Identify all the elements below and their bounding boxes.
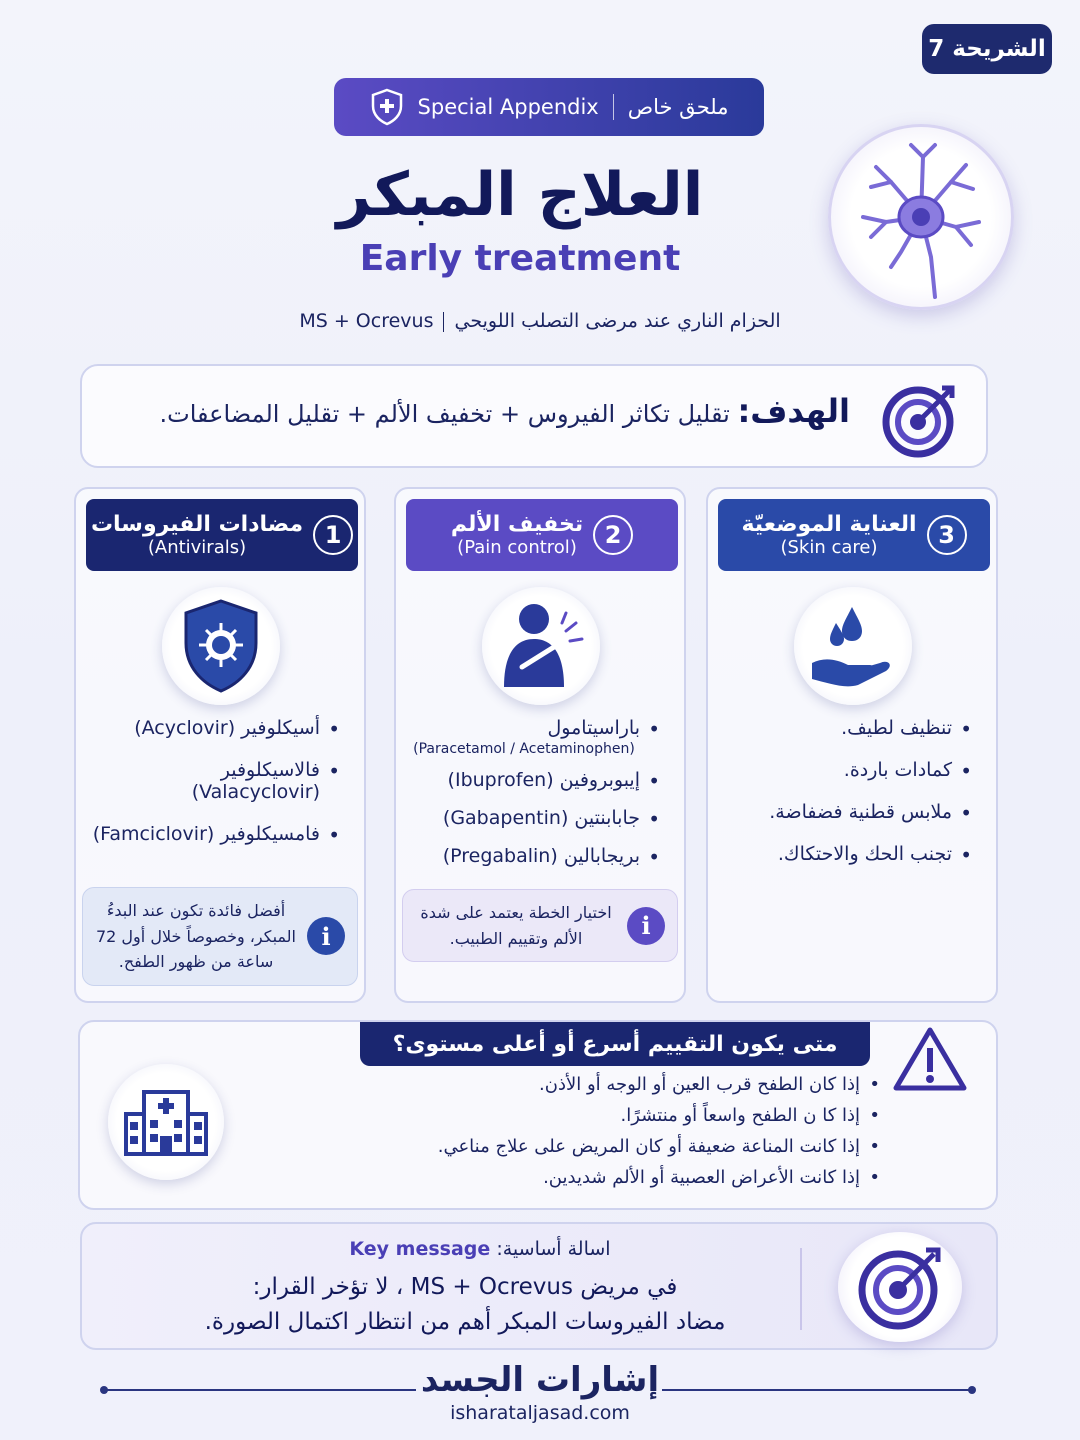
key-label-ar: اسالة أساسية:	[496, 1238, 611, 1260]
antivirals-list	[88, 717, 340, 865]
key-divider	[800, 1248, 802, 1330]
list-item: • إيبوبروفين (Ibuprofen)	[408, 769, 660, 791]
hospital-icon	[108, 1064, 224, 1180]
key-label-en: Key message	[349, 1238, 491, 1260]
pain-control-card	[394, 487, 686, 1003]
footer-dot	[968, 1386, 976, 1394]
key-message-text	[130, 1270, 800, 1339]
goal-text: تقليل تكاثر الفيروس + تخفيف الألم + تقليل المضاعفات.	[159, 400, 730, 428]
antivirals-title-ar: مضادات الفيروسات	[90, 512, 304, 537]
hospital-icon-wrap	[108, 1064, 224, 1180]
list-item: • كمادات باردة.	[720, 759, 972, 781]
skin-care-header	[718, 499, 990, 571]
list-item: • إذا كانت الأعراض العصبية أو الألم شديدين.	[380, 1167, 880, 1188]
target-icon-wrap	[838, 1232, 962, 1342]
warning-icon	[890, 1024, 970, 1094]
list-item: • فامسيكلوفير (Famciclovir)	[88, 823, 340, 845]
skin-care-list	[720, 717, 972, 885]
virus-shield-icon	[162, 587, 280, 705]
key-message-label	[300, 1238, 660, 1260]
info-icon: i	[627, 907, 665, 945]
hand-drops-icon-wrap	[794, 587, 912, 705]
list-item: • إذا كان الطفح قرب العين أو الوجه أو الأذن.	[380, 1074, 880, 1095]
antivirals-header	[86, 499, 358, 571]
special-appendix-pill	[334, 78, 764, 136]
footer-line	[662, 1389, 972, 1391]
list-item: • إذا كانت المناعة ضعيفة أو كان المريض على علاج مناعي.	[380, 1136, 880, 1157]
pain-title-en: (Pain control)	[457, 537, 577, 558]
pain-control-header	[406, 499, 678, 571]
antivirals-info-note	[82, 887, 358, 986]
goal-statement	[150, 392, 850, 430]
pain-info-note	[402, 889, 678, 962]
skin-care-card	[706, 487, 998, 1003]
list-item: • باراسيتامول (Paracetamol / Acetaminophen)	[408, 717, 660, 757]
pain-title-ar: تخفيف الألم	[450, 512, 584, 537]
pain-control-list	[408, 717, 660, 887]
pain-person-icon	[482, 587, 600, 705]
appendix-label-en: Special Appendix	[417, 95, 599, 119]
subtitle-ar: الحزام الناري عند مرضى التصلب اللويحي	[454, 310, 781, 332]
list-item: • بريجابالين (Pregabalin)	[408, 845, 660, 867]
slide-number-badge: الشريحة 7	[922, 24, 1052, 74]
list-item: • إذا كا ن الطفح واسعاً أو منتشرًا.	[380, 1105, 880, 1126]
page-title-en: Early treatment	[359, 238, 681, 279]
escalation-list	[380, 1074, 880, 1198]
skin-title-en: (Skin care)	[780, 537, 878, 558]
key-line-1: في مريض MS + Ocrevus ، لا تؤخر القرار:	[252, 1274, 678, 1300]
escalation-title: متى يكون التقييم أسرع أو أعلى مستوى؟	[360, 1022, 870, 1066]
skin-title-ar: العناية الموضعيّة	[741, 512, 917, 537]
subtitle-en: MS + Ocrevus	[299, 310, 434, 332]
antivirals-title-en: (Antivirals)	[147, 537, 247, 558]
antivirals-card	[74, 487, 366, 1003]
key-line-2: مضاد الفيروسات المبكر أهم من انتظار اكتمال الصورة.	[204, 1308, 726, 1335]
appendix-divider	[613, 94, 614, 120]
info-text: اختيار الخطة يعتمد على شدة الألم وتقييم الطبيب.	[420, 903, 612, 948]
list-item: • فالاسيكلوفير (Valacyclovir)	[88, 759, 340, 803]
page-subtitle	[230, 310, 850, 332]
step-number: 1	[313, 515, 353, 555]
virus-shield-icon-wrap	[162, 587, 280, 705]
neuron-icon	[831, 127, 1011, 307]
list-item: • أسيكلوفير (Acyclovir)	[88, 717, 340, 739]
pain-person-icon-wrap	[482, 587, 600, 705]
neuron-illustration	[828, 124, 1014, 310]
list-item: • تجنب الحك والاحتكاك.	[720, 843, 972, 865]
step-number: 2	[593, 515, 633, 555]
goal-label: الهدف:	[737, 392, 850, 430]
page-title-ar: العلاج المبكر	[336, 160, 704, 230]
info-icon: i	[307, 917, 345, 955]
brand-name: إشارات الجسد	[420, 1360, 660, 1400]
target-icon	[838, 1232, 962, 1342]
appendix-label-ar: ملحق خاص	[627, 95, 729, 119]
subtitle-divider	[443, 312, 444, 332]
info-text: أفضل فائدة تكون عند البدءُ المبكر، وخصوصاً خلال أول 72 ساعة من ظهور الطفح.	[95, 901, 296, 972]
brand-website[interactable]: isharataljasad.com	[450, 1402, 630, 1424]
target-icon	[880, 380, 960, 460]
list-item: • جابابنتين (Gabapentin)	[408, 807, 660, 829]
shield-plus-icon	[370, 88, 404, 126]
hand-drops-icon	[794, 587, 912, 705]
step-number: 3	[927, 515, 967, 555]
list-item: • ملابس قطنية فضفاضة.	[720, 801, 972, 823]
list-item: • تنظيف لطيف.	[720, 717, 972, 739]
